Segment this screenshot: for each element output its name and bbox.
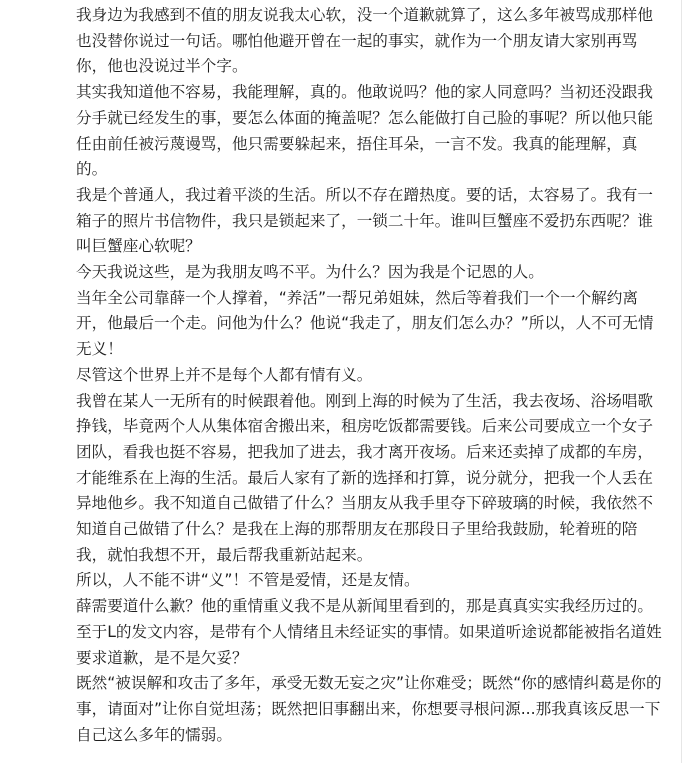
paragraph-9: 薛需要道什么歉？他的重情重义我不是从新闻里看到的，那是真真实实我经历过的。至于L的发文内容，是带有个人情绪且未经证实的事情。如果道听途说都能被指名道姓要求道歉，是不是欠妥？ [76, 597, 662, 667]
paragraph-2: 其实我知道他不容易，我能理解，真的。他敢说吗？他的家人同意吗？当初还没跟我分手就已经发生的事，要怎么体面的掩盖呢？怎么能做打自己脸的事呢？所以他只能任由前任被污蔑谩骂，他只需要躲起来，捂住耳朵，一言不发。我真的能理解，真的。 [76, 83, 653, 179]
paragraph-7: 我曾在某人一无所有的时候跟着他。刚到上海的时候为了生活，我去夜场、浴场唱歌挣钱，毕竟两个人从集体宿舍搬出来，租房吃饭都需要钱。后来公司要成立一个女子团队，看我也挺不容易，把我加了进去，我才离开夜场。后来还卖掉了成都的车房，才能维系在上海的生活。最后人家有了新的选择和打算，说分就分，把我一个人丢在异地他乡。我不知道自己做错了什么？当朋友从我手里夺下碎玻璃的时候，我依然不知道自己做错了什么？是我在上海的那帮朋友在那段日子里给我鼓励，轮着班的陪我，就怕我想不开，最后帮我重新站起来。 [76, 391, 653, 564]
paragraph-3: 我是个普通人，我过着平淡的生活。所以不存在蹭热度。要的话，太容易了。我有一箱子的照片书信物件，我只是锁起来了，一锁二十年。谁叫巨蟹座不爱扔东西呢？谁叫巨蟹座心软呢？ [76, 185, 653, 256]
paragraph-5: 当年全公司靠薛一个人撑着，“养活”一帮兄弟姐妹，然后等着我们一个一个解约离开，他最后一个走。问他为什么？他说“我走了，朋友们怎么办？”所以，人不可无情无义！ [76, 288, 654, 359]
paragraph-6: 尽管这个世界上并不是每个人都有情有义。 [76, 365, 373, 384]
paragraph-8: 所以，人不能不讲“义”！不管是爱情，还是友情。 [76, 571, 420, 590]
paragraph-1: 我身边为我感到不值的朋友说我太心软，没一个道歉就算了，这么多年被骂成那样他也没替你说过一句话。哪怕他避开曾在一起的事实，就作为一个朋友请大家别再骂你，他也没说过半个字。 [76, 6, 653, 76]
paragraph-4: 今天我说这些，是为我朋友鸣不平。为什么？因为我是个记恩的人。 [76, 263, 544, 282]
paragraph-10: 既然“被误解和攻击了多年，承受无数无妄之灾”让你难受；既然“你的感情纠葛是你的事，请面对”让你自觉坦荡；既然把旧事翻出来，你想要寻根问源...那我真该反思一下自己这么多年的懦弱。 [76, 674, 662, 744]
article-body [76, 3, 668, 748]
